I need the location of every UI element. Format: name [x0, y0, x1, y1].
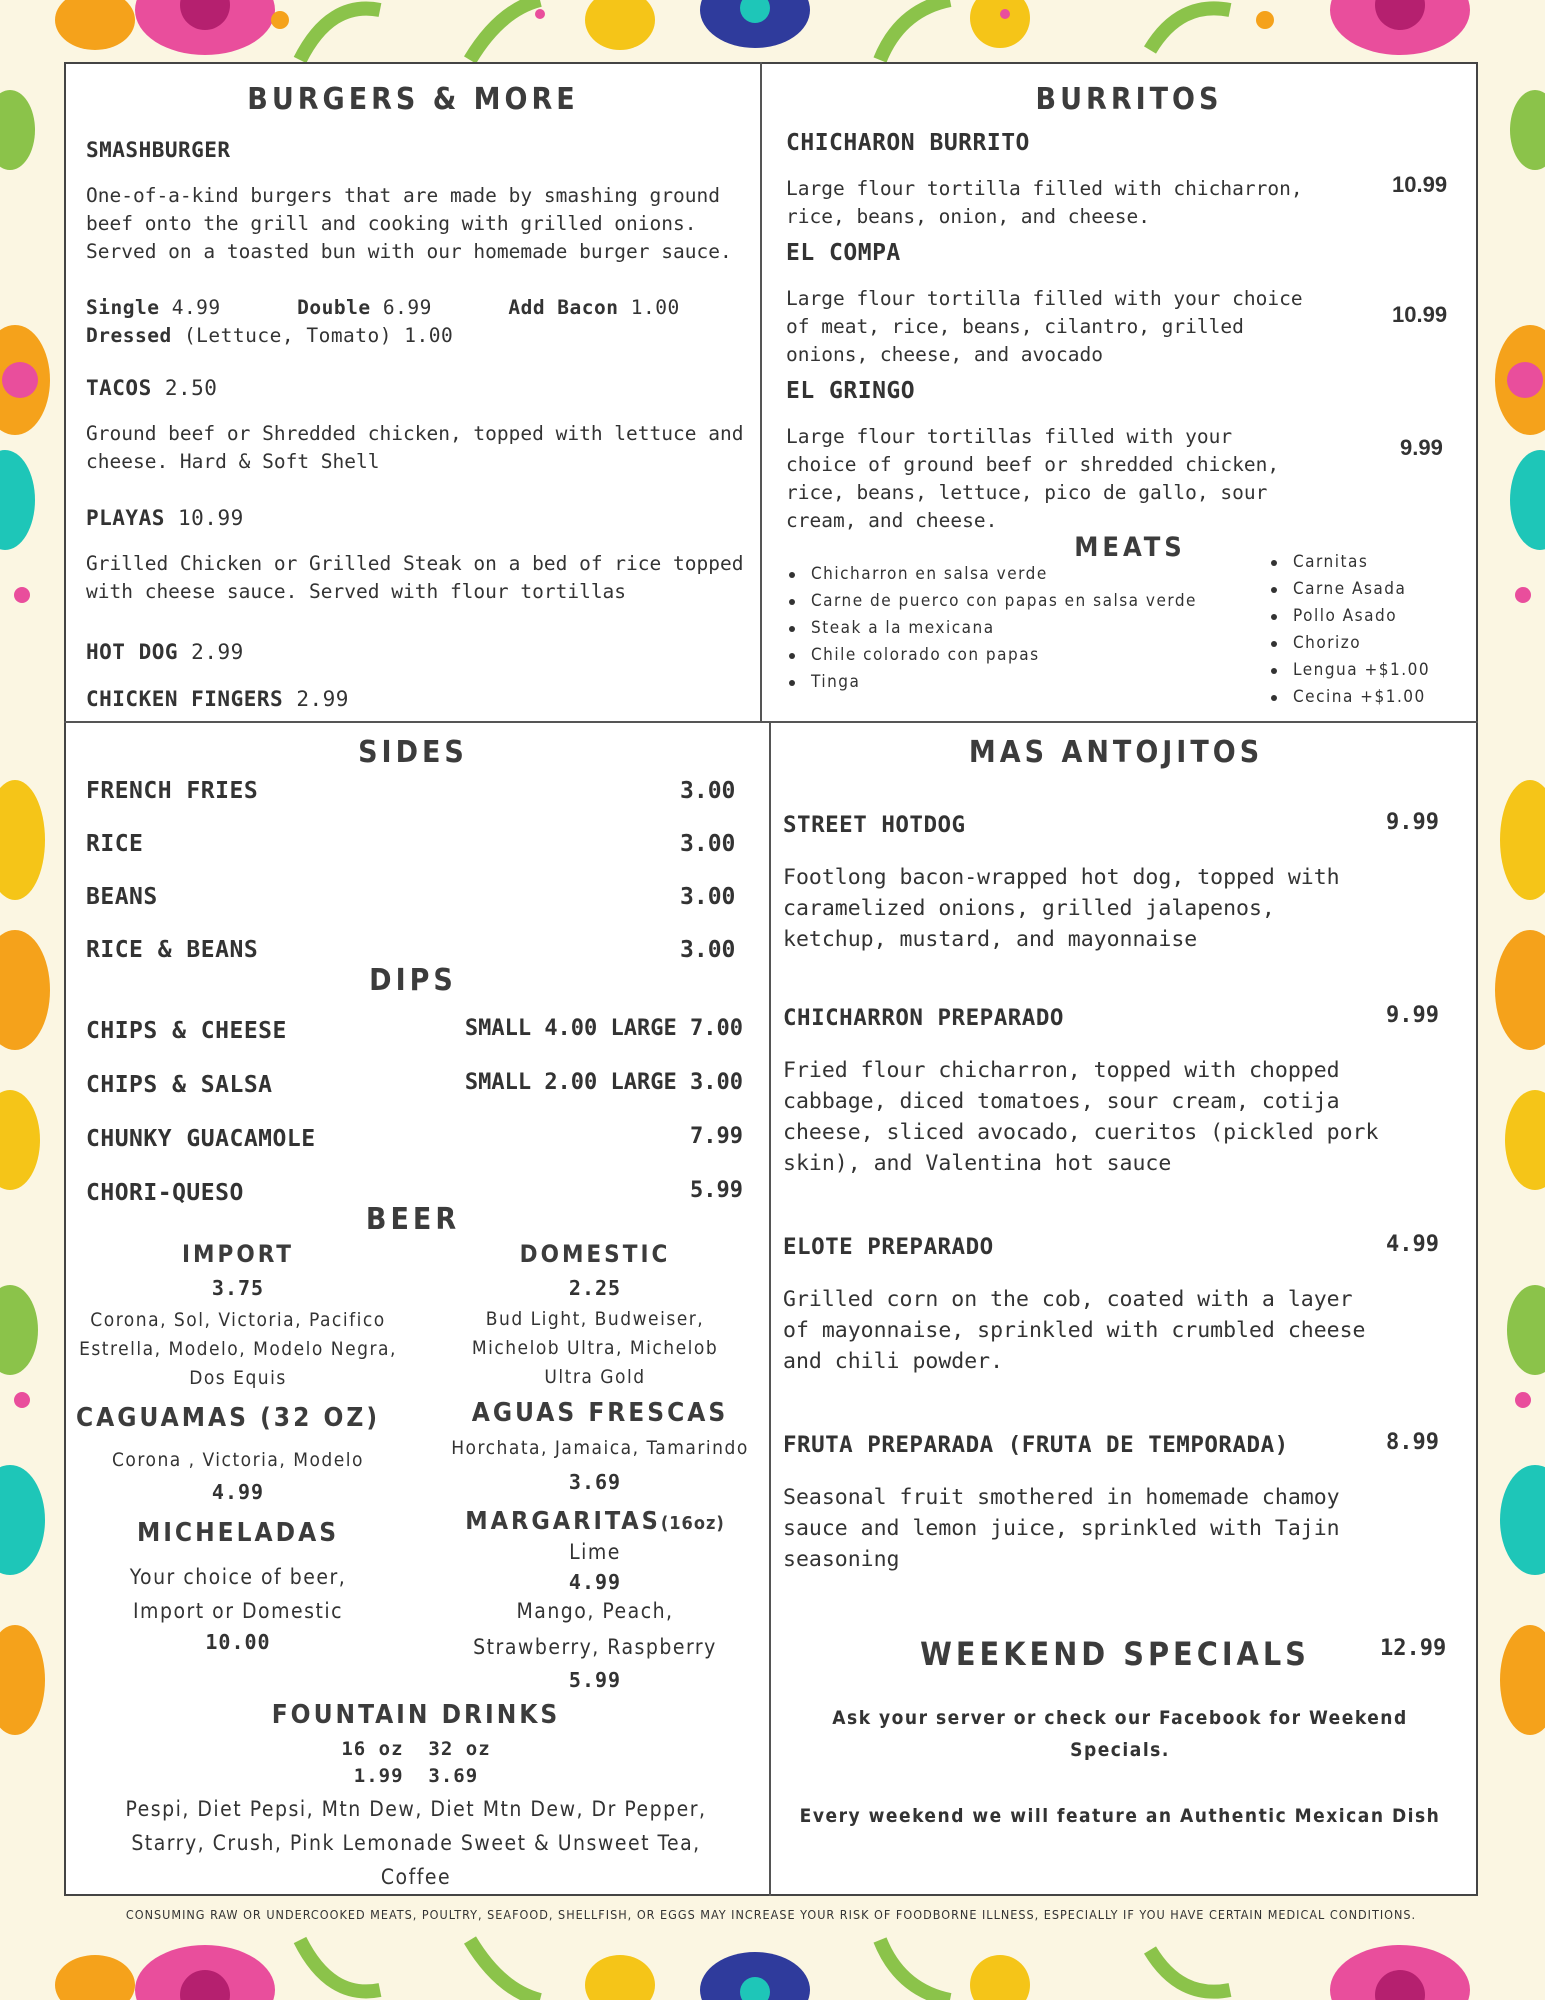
meat-right-item: Carnitas: [1269, 549, 1430, 576]
playas-price: 10.99: [178, 506, 244, 530]
dip-item-name: CHUNKY GUACAMOLE: [86, 1126, 316, 1152]
side-item-price: 3.00: [680, 831, 736, 857]
antojitos-title: MAS ANTOJITOS: [968, 735, 1264, 770]
el-gringo-desc: Large flour tortillas filled with your choice of ground beef or shredded chicken, rice, beans, lettuce, pico de gallo, sour cream, and cheese.: [786, 425, 1280, 532]
burgers-title: BURGERS & MORE: [247, 82, 579, 117]
antojito-desc: Fried flour chicharron, topped with chopped cabbage, diced tomatoes, sour cream, cotija cheese, sliced avocado, cueritos (pickled pork skin), and Valentina hot sauce: [783, 1058, 1379, 1176]
row-divider: [64, 721, 1478, 723]
antojito-name: ELOTE PREPARADO: [783, 1234, 994, 1260]
smashburger-options-row: [86, 296, 680, 319]
chicharon-burrito-name: CHICHARON BURRITO: [786, 130, 1030, 156]
fountain-title: FOUNTAIN DRINKS: [271, 1700, 561, 1730]
single-price: 4.99: [171, 296, 221, 319]
caguamas-list: Corona , Victoria, Modelo: [111, 1449, 364, 1471]
antojito-desc: Footlong bacon-wrapped hot dog, topped with caramelized onions, grilled jalapenos, ketchup, mustard, and mayonnaise: [783, 865, 1340, 952]
meats-title: MEATS: [1074, 532, 1186, 563]
chicken-fingers-name: CHICKEN FINGERS: [86, 687, 284, 711]
dip-item-name: CHIPS & SALSA: [86, 1072, 273, 1098]
micheladas-title: MICHELADAS: [136, 1518, 340, 1548]
micheladas-price: 10.00: [205, 1630, 271, 1654]
chicken-fingers-row: [86, 687, 349, 711]
bacon-label: Add Bacon: [508, 296, 619, 319]
double-price: 6.99: [382, 296, 432, 319]
meat-left-item: Chicharron en salsa verde: [787, 561, 1197, 588]
meat-right-item: Carne Asada: [1269, 576, 1430, 603]
margaritas-lime-price: 4.99: [568, 1570, 622, 1594]
side-item-price: 3.00: [680, 884, 736, 910]
dips-title: DIPS: [369, 963, 457, 998]
antojito-price: 4.99: [1386, 1232, 1439, 1257]
tacos-desc: Ground beef or Shredded chicken, topped with lettuce and cheese. Hard & Soft Shell: [86, 422, 744, 473]
dip-item-price: SMALL 2.00 LARGE 3.00: [464, 1070, 743, 1095]
column-divider-top: [760, 62, 762, 722]
aguas-frescas-price: 3.69: [568, 1470, 622, 1494]
tacos-name: TACOS: [86, 376, 152, 400]
import-price: 3.75: [211, 1276, 265, 1300]
single-label: Single: [86, 296, 160, 319]
dressed-detail: (Lettuce, Tomato) 1.00: [183, 324, 454, 347]
antojito-desc: Grilled corn on the cob, coated with a layer of mayonnaise, sprinkled with crumbled cheese and chili powder.: [783, 1287, 1366, 1374]
column-divider-bottom: [769, 722, 771, 1896]
antojito-name: FRUTA PREPARADA (FRUTA DE TEMPORADA): [783, 1432, 1289, 1458]
playas-row: [86, 506, 244, 530]
el-compa-name: EL COMPA: [786, 240, 901, 266]
chicharon-burrito-desc: Large flour tortilla filled with chicharron, rice, beans, onion, and cheese.: [786, 177, 1303, 228]
fountain-sizes: 16 oz 32 oz: [341, 1738, 491, 1760]
antojito-price: 8.99: [1386, 1430, 1439, 1455]
meats-right-list: [1269, 549, 1430, 711]
side-item-name: BEANS: [86, 884, 158, 910]
meat-right-item: Lengua +$1.00: [1269, 657, 1430, 684]
meat-left-item: Chile colorado con papas: [787, 642, 1197, 669]
side-item-name: RICE: [86, 831, 144, 857]
dip-item-name: CHIPS & CHEESE: [86, 1018, 287, 1044]
meat-left-item: Tinga: [787, 669, 1197, 696]
fountain-list: Pespi, Diet Pepsi, Mtn Dew, Diet Mtn Dew, Dr Pepper, Starry, Crush, Pink Lemonade Sweet & Unsweet Tea, Coffee: [125, 1797, 707, 1889]
tacos-row: [86, 376, 217, 400]
antojito-price: 9.99: [1386, 1003, 1439, 1028]
antojito-price: 9.99: [1386, 810, 1439, 835]
margaritas-flavors: Mango, Peach, Strawberry, Raspberry: [473, 1599, 717, 1659]
burritos-title: BURRITOS: [1035, 82, 1223, 117]
import-list: Corona, Sol, Victoria, Pacifico Estrella, Modelo, Modelo Negra, Dos Equis: [79, 1309, 397, 1389]
weekend-price: 12.99: [1380, 1636, 1447, 1661]
antojito-desc: Seasonal fruit smothered in homemade chamoy sauce and lemon juice, sprinkled with Tajin seasoning: [783, 1485, 1340, 1572]
dressed-row: [86, 324, 453, 347]
side-item-name: RICE & BEANS: [86, 937, 259, 963]
margaritas-title: [420, 1506, 770, 1535]
hotdog-row: [86, 640, 244, 664]
micheladas-desc: Your choice of beer, Import or Domestic: [129, 1565, 347, 1623]
aguas-frescas-list: Horchata, Jamaica, Tamarindo: [451, 1437, 749, 1459]
chicharon-burrito-price: 10.99: [1392, 172, 1448, 197]
playas-name: PLAYAS: [86, 506, 165, 530]
dip-item-name: CHORI-QUESO: [86, 1180, 244, 1206]
food-safety-disclaimer: CONSUMING RAW OR UNDERCOOKED MEATS, POULTRY, SEAFOOD, SHELLFISH, OR EGGS MAY INCREASE YOUR RISK OF FOODBORNE ILLNESS, ESPECIALLY IF YOU HAVE CERTAIN MEDICAL CONDITIONS.: [125, 1907, 1417, 1922]
hotdog-name: HOT DOG: [86, 640, 179, 664]
playas-desc: Grilled Chicken or Grilled Steak on a bed of rice topped with cheese sauce. Served with flour tortillas: [86, 552, 744, 603]
domestic-list: Bud Light, Budweiser, Michelob Ultra, Michelob Ultra Gold: [471, 1308, 719, 1388]
el-gringo-name: EL GRINGO: [786, 378, 916, 404]
dip-item-price: SMALL 4.00 LARGE 7.00: [464, 1016, 743, 1041]
antojito-name: STREET HOTDOG: [783, 812, 966, 838]
dip-item-price: 7.99: [690, 1124, 743, 1149]
bacon-price: 1.00: [630, 296, 680, 319]
caguamas-price: 4.99: [211, 1480, 265, 1504]
el-compa-desc: Large flour tortilla filled with your choice of meat, rice, beans, cilantro, grilled onions, cheese, and avocado: [786, 287, 1303, 366]
aguas-frescas-title: AGUAS FRESCAS: [471, 1398, 729, 1428]
weekend-line2: Every weekend we will feature an Authentic Mexican Dish: [799, 1805, 1441, 1827]
meat-right-item: Cecina +$1.00: [1269, 684, 1430, 711]
dressed-label: Dressed: [86, 324, 172, 347]
margaritas-flavors-price: 5.99: [568, 1668, 622, 1692]
domestic-title: DOMESTIC: [519, 1240, 671, 1268]
sides-title: SIDES: [358, 735, 468, 770]
meats-left-list: [787, 561, 1197, 696]
beer-title: BEER: [365, 1202, 461, 1237]
margaritas-size: (16oz): [660, 1513, 725, 1534]
el-compa-price: 10.99: [1392, 302, 1448, 327]
side-item-name: FRENCH FRIES: [86, 778, 259, 804]
side-item-price: 3.00: [680, 937, 736, 963]
domestic-price: 2.25: [568, 1276, 622, 1300]
antojito-name: CHICHARRON PREPARADO: [783, 1005, 1064, 1031]
fountain-prices: 1.99 3.69: [353, 1765, 479, 1787]
meat-left-item: Steak a la mexicana: [787, 615, 1197, 642]
double-label: Double: [297, 296, 371, 319]
caguamas-title: CAGUAMAS (32 OZ): [75, 1403, 381, 1433]
margaritas-name: MARGARITAS: [465, 1506, 661, 1535]
meat-left-item: Carne de puerco con papas en salsa verde: [787, 588, 1197, 615]
weekend-title: WEEKEND SPECIALS: [920, 1635, 1310, 1673]
side-item-price: 3.00: [680, 778, 736, 804]
hotdog-price: 2.99: [191, 640, 244, 664]
dip-item-price: 5.99: [690, 1178, 743, 1203]
smashburger-name: SMASHBURGER: [86, 138, 231, 162]
smashburger-desc: One-of-a-kind burgers that are made by smashing ground beef onto the grill and cooking with grilled onions. Served on a toasted bun with our homemade burger sauce.: [86, 184, 732, 263]
tacos-price: 2.50: [164, 376, 218, 400]
import-title: IMPORT: [182, 1240, 294, 1268]
weekend-line1: Ask your server or check our Facebook for Weekend Specials.: [832, 1707, 1408, 1761]
el-gringo-price: 9.99: [1400, 435, 1443, 460]
margaritas-lime: Lime: [569, 1540, 621, 1564]
meat-right-item: Pollo Asado: [1269, 603, 1430, 630]
meat-right-item: Chorizo: [1269, 630, 1430, 657]
chicken-fingers-price: 2.99: [296, 687, 349, 711]
